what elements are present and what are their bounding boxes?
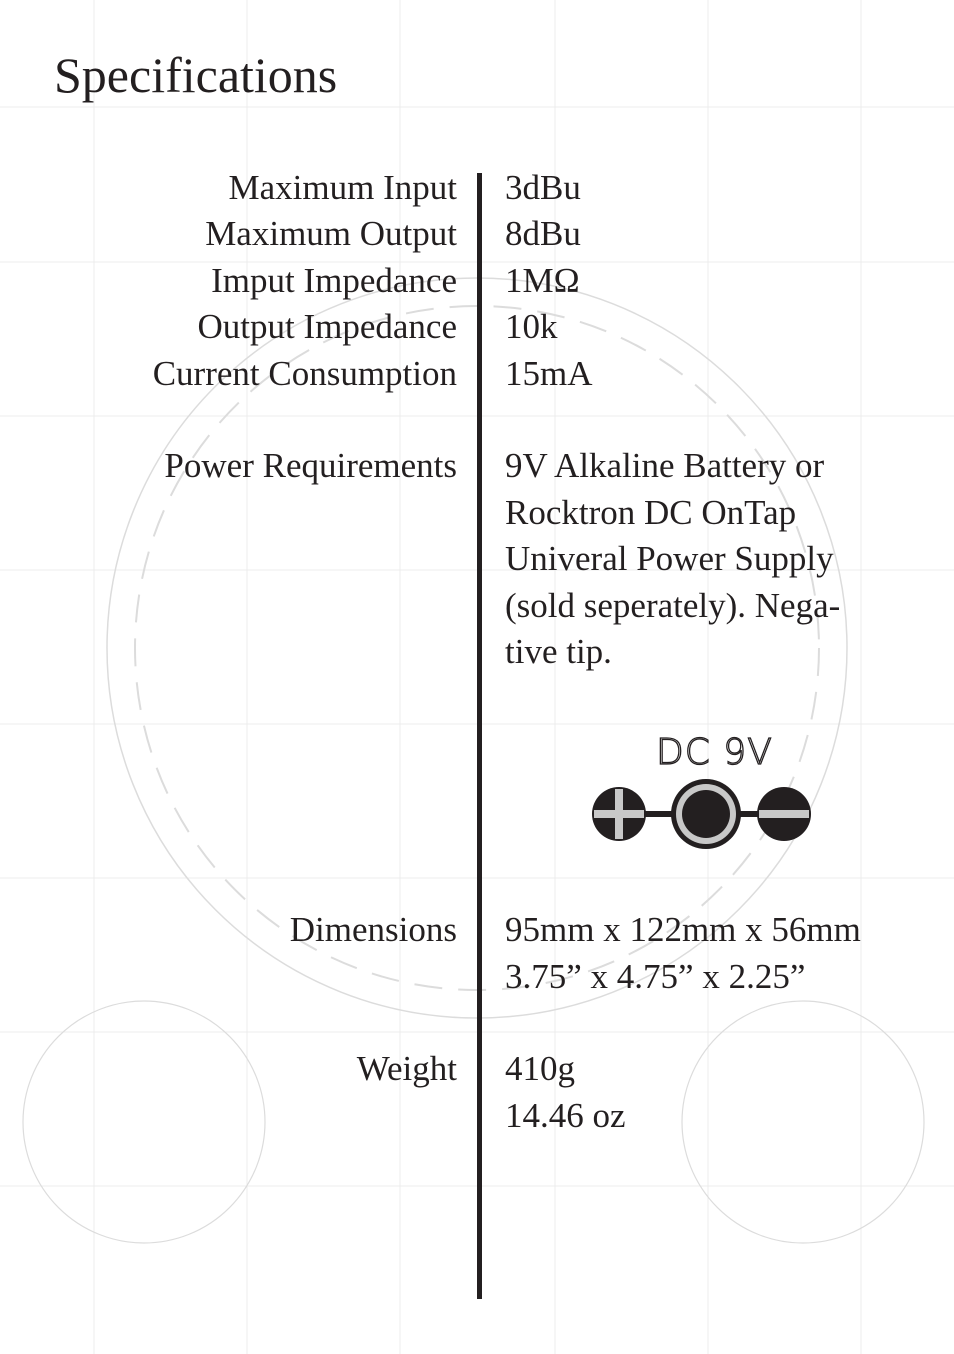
spec-value bbox=[505, 304, 558, 351]
spec-value bbox=[505, 443, 840, 676]
dc-polarity-graphic bbox=[586, 722, 818, 852]
dc-9v-label: DC 9V bbox=[656, 732, 773, 773]
spec-label: Current Consumption bbox=[152, 354, 457, 393]
spec-value-line: 3dBu bbox=[505, 168, 581, 207]
spec-value-line: (sold seperately). Nega- bbox=[505, 585, 841, 625]
spec-value bbox=[505, 165, 581, 212]
spec-label: Imput Impedance bbox=[211, 261, 457, 300]
spec-value-line: 95mm x 122mm x 56mm bbox=[505, 910, 861, 949]
spec-value-line: 9V Alkaline Battery or bbox=[505, 446, 825, 485]
spec-value-line: 8dBu bbox=[505, 214, 581, 253]
spec-label: Dimensions bbox=[289, 910, 457, 949]
spec-value-line: Univeral Power Supply bbox=[505, 539, 834, 578]
spec-value-line: Rocktron DC OnTap bbox=[505, 492, 797, 532]
plus-icon bbox=[592, 787, 646, 841]
column-divider bbox=[477, 173, 482, 1299]
spec-value-line: 14.46 oz bbox=[505, 1095, 626, 1135]
page-title: Specifications bbox=[54, 47, 338, 103]
dc-polarity-diagram bbox=[586, 722, 818, 852]
spec-value bbox=[505, 907, 861, 1000]
spec-value bbox=[505, 351, 593, 398]
spec-value-line: 10k bbox=[505, 307, 558, 346]
center-pin-icon bbox=[671, 779, 741, 849]
spec-label: Weight bbox=[356, 1049, 457, 1088]
spec-value-line: 1MΩ bbox=[505, 261, 580, 300]
spec-value-line: tive tip. bbox=[505, 632, 612, 671]
spec-value bbox=[505, 1046, 626, 1139]
spec-label: Power Requirements bbox=[164, 446, 457, 485]
spec-value bbox=[505, 258, 580, 305]
spec-label: Output Impedance bbox=[197, 307, 457, 346]
spec-value-line: 15mA bbox=[505, 354, 593, 393]
minus-icon bbox=[757, 787, 811, 841]
spec-label: Maximum Input bbox=[228, 168, 457, 207]
spec-value-line: 3.75” x 4.75” x 2.25” bbox=[505, 956, 806, 996]
spec-value-line: 410g bbox=[505, 1049, 575, 1088]
spec-value bbox=[505, 211, 581, 258]
spec-label: Maximum Output bbox=[205, 214, 457, 253]
